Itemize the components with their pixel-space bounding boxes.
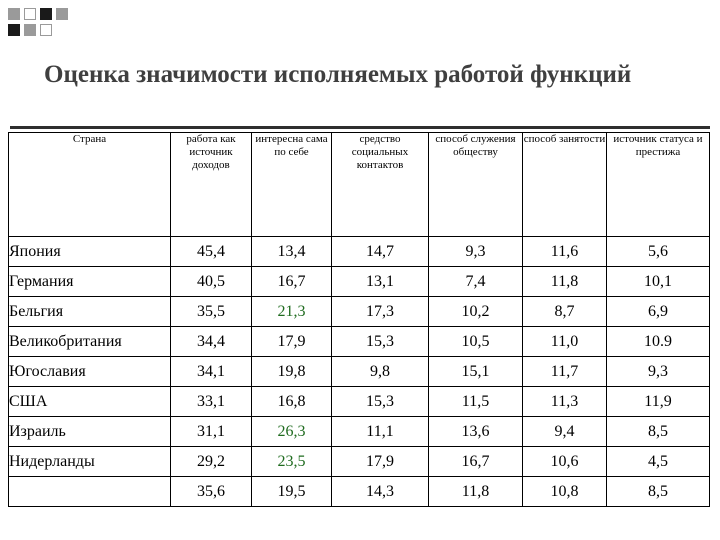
value-cell: 5,6 — [607, 237, 710, 267]
value-cell: 40,5 — [171, 267, 252, 297]
value-cell: 10.9 — [607, 327, 710, 357]
value-cell: 45,4 — [171, 237, 252, 267]
value-cell: 8,5 — [607, 417, 710, 447]
country-cell: Великобритания — [9, 327, 171, 357]
value-cell: 34,1 — [171, 357, 252, 387]
value-cell: 17,3 — [332, 297, 429, 327]
column-header: интересна сама по себе — [252, 133, 332, 237]
value-cell: 35,6 — [171, 477, 252, 507]
value-cell: 33,1 — [171, 387, 252, 417]
value-cell: 6,9 — [607, 297, 710, 327]
value-cell: 10,8 — [523, 477, 607, 507]
header-row — [9, 133, 710, 237]
data-table — [8, 132, 710, 507]
column-header-country: Страна — [9, 133, 171, 237]
value-cell: 14,3 — [332, 477, 429, 507]
slide-title: Оценка значимости исполняемых работой функций — [44, 61, 632, 88]
value-cell: 10,2 — [429, 297, 523, 327]
value-cell: 11,6 — [523, 237, 607, 267]
decor-square — [8, 8, 20, 20]
value-cell: 9,3 — [607, 357, 710, 387]
country-cell-empty — [9, 477, 171, 507]
value-cell: 17,9 — [252, 327, 332, 357]
value-cell: 13,6 — [429, 417, 523, 447]
value-cell: 15,3 — [332, 387, 429, 417]
value-cell: 35,5 — [171, 297, 252, 327]
country-cell: Израиль — [9, 417, 171, 447]
value-cell: 11,5 — [429, 387, 523, 417]
column-header: средство социальных контактов — [332, 133, 429, 237]
title-underline — [10, 126, 710, 129]
value-cell: 11,3 — [523, 387, 607, 417]
value-cell: 11,1 — [332, 417, 429, 447]
country-cell: Германия — [9, 267, 171, 297]
value-cell: 10,5 — [429, 327, 523, 357]
table-row — [9, 447, 710, 477]
value-cell: 16,7 — [252, 267, 332, 297]
table-row — [9, 417, 710, 447]
value-cell: 9,3 — [429, 237, 523, 267]
value-cell: 4,5 — [607, 447, 710, 477]
value-cell-highlighted: 23,5 — [252, 447, 332, 477]
column-header: источник статуса и престижа — [607, 133, 710, 237]
value-cell: 16,8 — [252, 387, 332, 417]
table-row — [9, 357, 710, 387]
value-cell: 13,4 — [252, 237, 332, 267]
value-cell: 11,9 — [607, 387, 710, 417]
value-cell: 11,0 — [523, 327, 607, 357]
value-cell: 17,9 — [332, 447, 429, 477]
table-row — [9, 387, 710, 417]
column-header: работа как источник доходов — [171, 133, 252, 237]
country-cell: Бельгия — [9, 297, 171, 327]
value-cell: 31,1 — [171, 417, 252, 447]
decor-square — [24, 8, 36, 20]
value-cell: 9,8 — [332, 357, 429, 387]
decor-square — [56, 8, 68, 20]
value-cell: 9,4 — [523, 417, 607, 447]
value-cell-highlighted: 21,3 — [252, 297, 332, 327]
table-row-average — [9, 477, 710, 507]
value-cell: 16,7 — [429, 447, 523, 477]
column-header: способ служения обществу — [429, 133, 523, 237]
value-cell: 34,4 — [171, 327, 252, 357]
country-cell: США — [9, 387, 171, 417]
decor-square — [40, 8, 52, 20]
value-cell: 8,7 — [523, 297, 607, 327]
table-row — [9, 267, 710, 297]
column-header: способ занятости — [523, 133, 607, 237]
value-cell: 15,1 — [429, 357, 523, 387]
country-cell: Япония — [9, 237, 171, 267]
value-cell: 10,6 — [523, 447, 607, 477]
value-cell: 19,8 — [252, 357, 332, 387]
value-cell: 14,7 — [332, 237, 429, 267]
decor-square — [40, 24, 52, 36]
value-cell: 10,1 — [607, 267, 710, 297]
value-cell: 29,2 — [171, 447, 252, 477]
value-cell: 11,8 — [429, 477, 523, 507]
decor-square — [8, 24, 20, 36]
value-cell-highlighted: 26,3 — [252, 417, 332, 447]
value-cell: 7,4 — [429, 267, 523, 297]
value-cell: 8,5 — [607, 477, 710, 507]
value-cell: 19,5 — [252, 477, 332, 507]
value-cell: 11,7 — [523, 357, 607, 387]
corner-squares-decoration — [0, 0, 80, 45]
table-row — [9, 327, 710, 357]
decor-square — [24, 24, 36, 36]
country-cell: Нидерланды — [9, 447, 171, 477]
value-cell: 13,1 — [332, 267, 429, 297]
country-cell: Югославия — [9, 357, 171, 387]
value-cell: 11,8 — [523, 267, 607, 297]
value-cell: 15,3 — [332, 327, 429, 357]
table-row — [9, 237, 710, 267]
table-row — [9, 297, 710, 327]
